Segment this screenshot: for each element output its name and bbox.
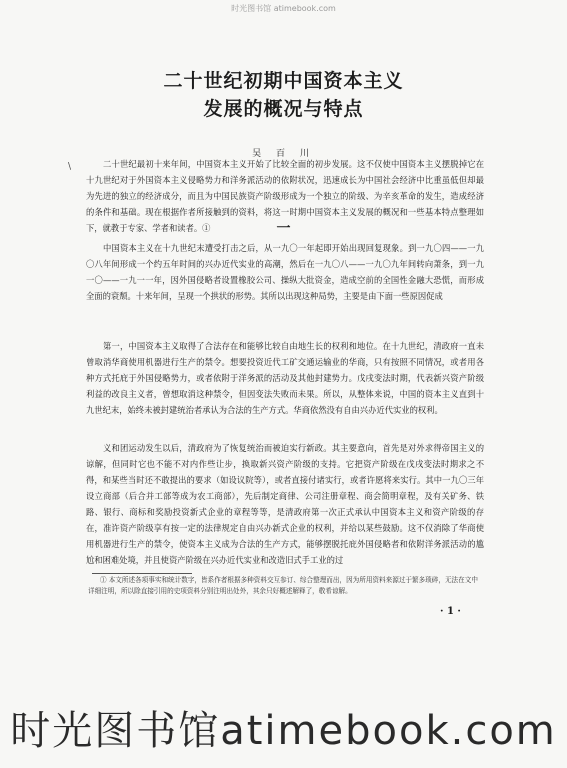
article-title-line-2: 发展的概况与特点 — [203, 98, 364, 120]
intro-paragraph: 二十世纪最初十来年间，中国资本主义开始了比较全面的初步发展。这不仅使中国资本主义摆脱掉它在十九世纪对于外国资本主义侵略势力和洋务派活动的依附状况，迅速成长为中国社会经济中比重虽低但却最为先进的独立的经济成分，而且为中国民族资产阶级形成为一个独立的阶级、为辛亥革命的发生，造成经济的条件和基础。现在根据作者所接触到的资料，将这一时期中国资本主义发展的概况和一些基本特点整理如下，就教于专家、学者和读者。① — [86, 159, 484, 233]
margin-mark: \ — [68, 162, 72, 172]
body-paragraph-3: 义和团运动发生以后，清政府为了恢复统治而被迫实行新政。其主要意向，首先是对外求得帝国主义的谅解，但同时它也不能不对内作些让步，换取新兴资产阶级的支持。它把资产阶级在戊戌变法时期求之不得，和某些当时还不敢提出的要求（如设议院等），或者直接付诸实行，或者许愿将来实行。其中一九〇三年设立商部（后合并工部等成为农工商部），先后制定商律、公司注册章程、商会简明章程，及有关矿务、铁路、银行、商标和奖励投资新式企业的章程等等，是清政府第一次正式承认中国资本主义和资产阶级的存在，准许资产阶级享有按一定的法律规定自由兴办新式企业的权利，并给以某些鼓励。这不仅消除了华商使用机器进行生产的禁令，使资本主义成为合法的生产方式，能够摆脱托庇外国侵略者和依附洋务派活动的尴尬和困难处境，并且使资产阶级在兴办近代实业和改造旧式手工业的过 — [86, 443, 484, 565]
article-author: 吴 百 川 — [252, 149, 315, 159]
footnote: ① 本文所述各项事实和统计数字，皆系作者根据多种资料交互参订、综合整理而出，因为所用资料来源过于繁多琐碎，无法在文中详细注明，所以除直接引用的史项资料分别注明出处外，其余只好概述解释了，敬希谅解。 — [88, 576, 478, 595]
page-number: · 1 · — [440, 606, 461, 617]
section-heading-one: 一 — [276, 221, 291, 237]
body-paragraph-2: 第一，中国资本主义取得了合法存在和能够比较自由地生长的权利和地位。在十九世纪，清政府一直未曾取消华商使用机器进行生产的禁令。想要投资近代工矿交通运输业的华商，只有按照不同情况，或者用各种方式托庇于外国侵略势力，或者依附于洋务派的活动及其他封建势力。戊戌变法时期，代表新兴资产阶级利益的改良主义者，曾想取消这种禁令，但因变法失败而未果。所以，从整体来说，中国的资本主义直到十九世纪末，始终未被封建统治者承认为合法的生产方式。华商依然没有自由兴办近代实业的权利。 — [86, 341, 484, 415]
site-banner: 时光图书馆 atimebook.com — [231, 4, 336, 13]
footnote-divider — [92, 573, 192, 574]
article-title-line-1: 二十世纪初期中国资本主义 — [163, 70, 404, 92]
watermark-text: 时光图书馆atimebook.com — [10, 708, 557, 754]
body-paragraph-1: 中国资本主义在十九世纪末遭受打击之后，从一九〇一年起即开始出现回复现象。到一九〇四——一九〇八年间形成一个约五年时间的兴办近代实业的高潮，然后在一九〇八——一九〇九年间转向萧条，到一九一〇——一九一一年，因外国侵略者设置橡胶公司、操纵大批资金，造成空前的全国性金融大恐慌，而形成全面的衰颓。十来年间，呈现一个拱状的形势。其所以出现这种局势，主要是由下面一些原因促成 — [86, 243, 484, 301]
